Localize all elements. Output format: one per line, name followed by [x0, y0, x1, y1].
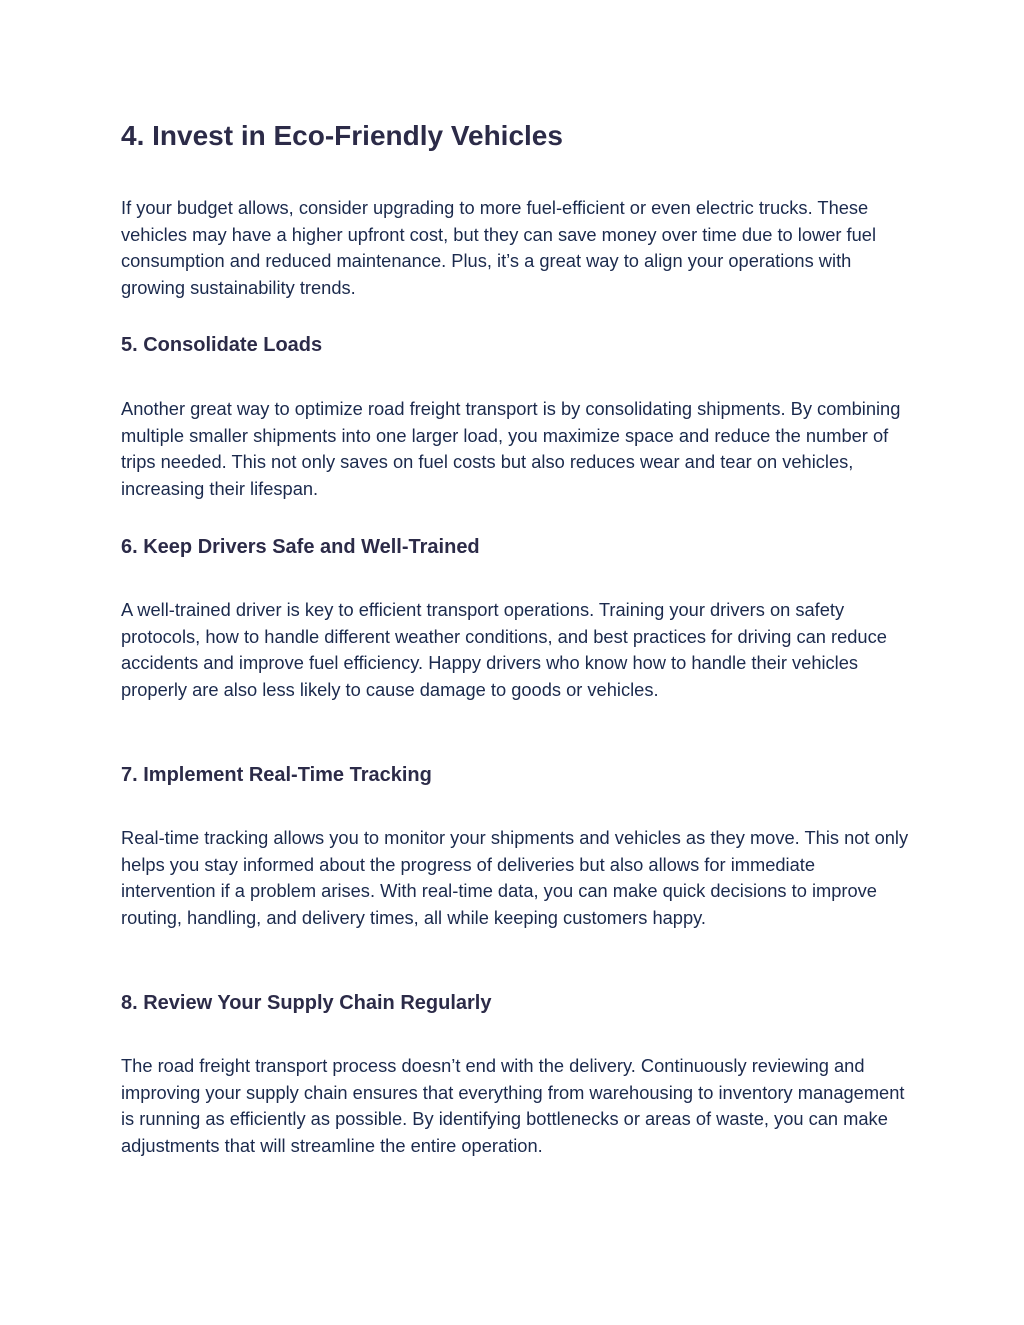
section-body-eco-friendly-vehicles: If your budget allows, consider upgrading to more fuel-efficient or even electric trucks. These vehicles may have a higher upfront cost, but they can save money over time due to lower fuel consumption and reduced maintenance. Plus, it’s a great way to align your operations with growing sustainability trends. [121, 197, 877, 298]
section-body-drivers-safe: A well-trained driver is key to efficient transport operations. Training your drivers on safety protocols, how to handle different weather conditions, and best practices for driving can reduce accidents and improve fuel efficiency. Happy drivers who know how to handle their vehicles properly are also less likely to cause damage to goods or vehicles. [121, 599, 887, 700]
section-heading-real-time-tracking: 7. Implement Real-Time Tracking [121, 764, 432, 786]
section-body-consolidate-loads: Another great way to optimize road freight transport is by consolidating shipments. By combining multiple smaller shipments into one larger load, you maximize space and reduce the number of trips needed. This not only saves on fuel costs but also reduces wear and tear on vehicles, increasing their lifespan. [121, 398, 901, 499]
section-heading-consolidate-loads: 5. Consolidate Loads [121, 334, 323, 356]
section-heading-eco-friendly-vehicles: 4. Invest in Eco-Friendly Vehicles [121, 120, 563, 151]
section-body-supply-chain-review: The road freight transport process doesn’t end with the delivery. Continuously reviewing and improving your supply chain ensures that everything from warehousing to inventory management is running as efficiently as possible. By identifying bottlenecks or areas of waste, you can make adjustments that will streamline the entire operation. [121, 1055, 905, 1156]
section-body-real-time-tracking: Real-time tracking allows you to monitor your shipments and vehicles as they move. This not only helps you stay informed about the progress of deliveries but also allows for immediate intervention if a problem arises. With real-time data, you can make quick decisions to improve routing, handling, and delivery times, all while keeping customers happy. [121, 827, 909, 928]
section-heading-drivers-safe: 6. Keep Drivers Safe and Well-Trained [121, 536, 480, 558]
section-heading-supply-chain-review: 8. Review Your Supply Chain Regularly [121, 992, 492, 1014]
